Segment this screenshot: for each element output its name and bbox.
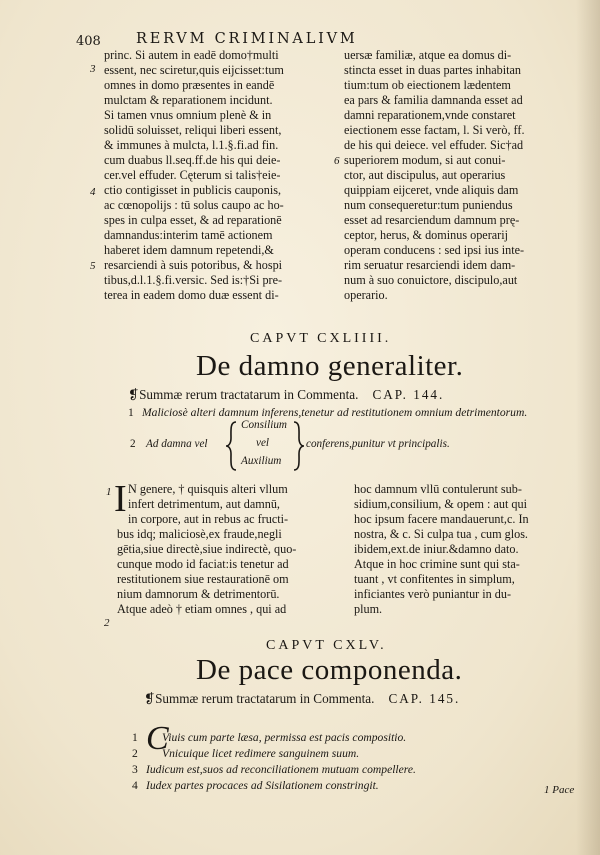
text-line: Atque in hoc crimine sunt qui sta-	[354, 557, 520, 571]
entry-number: 1	[132, 731, 138, 744]
brace-item: Auxilium	[241, 455, 282, 467]
chapter-label: CAPVT CXLIIII.	[250, 331, 392, 346]
summary-entry	[132, 779, 379, 792]
text-line: stincta esset in duas partes inhabitan	[344, 63, 522, 77]
entry-text: Maliciosè alteri damnum inferens,tenetur ad restitutionem omnium detrimentorum.	[142, 406, 528, 419]
entry-number: 4	[132, 779, 138, 792]
text-line: eiectionem esse factam, l. Si verò, ff.	[344, 123, 525, 137]
text-line: ctio contigisset in publicis cauponis,	[104, 183, 282, 197]
page-number: 408	[76, 34, 101, 49]
text-line: ibidem,ext.de iniur.&damno dato.	[354, 542, 519, 556]
text-column-right-mid	[354, 482, 576, 617]
summary-heading	[128, 387, 444, 403]
pilcrow-icon: ❡	[144, 691, 156, 706]
text-line: essent, nec sciretur,quis eijcisset:tum	[104, 63, 284, 77]
entry-number: 2	[132, 747, 138, 760]
text-line: nostra, & c. Si culpa tua , cum glos.	[354, 527, 528, 541]
text-line: hoc ipsum facere mandauerunt,c. In	[354, 512, 529, 526]
summary-cap-number: CAP. 144.	[372, 387, 445, 402]
text-line: solidū soluisset, reliqui liberi essent,	[104, 123, 282, 137]
text-line: superiorem modum, si aut conui-	[344, 153, 506, 167]
margin-number: 6	[334, 155, 340, 167]
drop-capital: I	[114, 478, 127, 520]
text-column-left-mid-cont	[117, 527, 341, 617]
text-line: nium damnorum & detrimentorū.	[117, 587, 280, 601]
text-line: tium:tum ob eiectionem lædentem	[344, 78, 511, 92]
text-line: hoc damnum vllū contulerunt sub-	[354, 482, 522, 496]
text-line: & immunes à mulcta, l.1.§.fi.ad fin.	[104, 138, 279, 152]
text-line: ea pars & familia damnanda esset ad	[344, 93, 523, 107]
text-line: gētia,siue directè,siue indirectè, quo-	[117, 542, 297, 556]
summary-cap-number: CAP. 145.	[388, 691, 461, 706]
text-line: uersæ familiæ, atque ea domus di-	[344, 48, 512, 62]
text-line: haberet idem damnum repetendi,&	[104, 243, 274, 257]
chapter-label: CAPVT CXLV.	[266, 638, 387, 653]
margin-number: 2	[104, 617, 110, 629]
text-line: tibus,d.l.1.§.fi.versic. Sed is:†Si pre-	[104, 273, 283, 287]
text-line: spes in culpa esset, & ad reparationē	[104, 213, 282, 227]
text-column-left-top	[104, 48, 336, 303]
running-title: RERVM CRIMINALIVM	[136, 31, 358, 47]
entry-text: Iudex partes procaces ad Sisilationem constringit.	[146, 779, 379, 792]
text-line: mulctam & reparationem incidunt.	[104, 93, 273, 107]
text-line: N genere, † quisquis alteri vllum	[128, 482, 288, 496]
summary-entry	[132, 731, 406, 744]
catchword: 1 Pace	[544, 784, 575, 796]
entry-text: Viuis cum parte læsa, permissa est pacis compositio.	[162, 731, 407, 744]
text-line: damni reparationem,vnde constaret	[344, 108, 516, 122]
entry-number: 2	[130, 438, 136, 450]
entry-text: Iudicum est,suos ad reconciliationem mutuam compellere.	[146, 763, 416, 776]
brace-item: vel	[256, 437, 270, 449]
text-line: tuant , vt confitentes in simplum,	[354, 572, 515, 586]
text-line: sidium,consilium, & opem : aut qui	[354, 497, 527, 511]
margin-number: 5	[90, 260, 96, 272]
entry-text-left: Ad damna vel	[146, 438, 208, 450]
entry-text-right: conferens,punitur vt principalis.	[306, 438, 450, 450]
summary-entry	[132, 763, 416, 776]
chapter-title: De damno generaliter.	[196, 350, 464, 382]
page-edge-shadow	[576, 0, 600, 855]
text-line: rim seruatur resarciendi idem dam-	[344, 258, 516, 272]
text-line: Atque adeò † etiam omnes , qui ad	[117, 602, 287, 616]
text-line: omnes in domo præsentes in eandē	[104, 78, 275, 92]
text-line: de his qui deiece. vel effuder. Sic†ad	[344, 138, 524, 152]
chapter-title: De pace componenda.	[196, 654, 463, 686]
summary-text: Summæ rerum tractatarum in Commenta.	[155, 691, 375, 706]
text-line: resarciendi à suis potoribus, & hospi	[104, 258, 283, 272]
text-line: ctor, aut discipulus, aut operarius	[344, 168, 506, 182]
text-line: cer.vel effuder. Cęterum si talis†eie-	[104, 168, 281, 182]
text-line: cunque modo id faciat:is tenetur ad	[117, 557, 289, 571]
text-line: damnandus:interim tamē actionem	[104, 228, 273, 242]
text-line: ceptor, herus, & dominus operarij	[344, 228, 509, 242]
pilcrow-icon: ❡	[128, 387, 140, 402]
entry-number: 1	[128, 406, 134, 419]
text-line: num à suo conuictore, discipulo,aut	[344, 273, 518, 287]
entry-number: 3	[132, 763, 138, 776]
margin-number: 3	[90, 63, 96, 75]
text-line: quippiam eijceret, vnde aliquis dam	[344, 183, 519, 197]
drop-capital: C	[146, 720, 169, 757]
text-line: terea in eadem domo duæ essent di-	[104, 288, 279, 302]
text-line: inficiantes verò puniantur in du-	[354, 587, 512, 601]
text-column-left-mid	[128, 482, 340, 527]
right-brace-icon	[292, 420, 306, 472]
text-line: cum duabus ll.seq.ff.de his qui deie-	[104, 153, 281, 167]
left-brace-icon	[224, 420, 238, 472]
text-line: in corpore, aut in rebus ac fructi-	[128, 512, 289, 526]
brace-entry	[120, 418, 480, 472]
margin-number: 1	[106, 486, 112, 498]
text-line: operam conducens : sed ipsi ius inte-	[344, 243, 525, 257]
text-line: esset ad resarciendum damnum prę-	[344, 213, 520, 227]
summary-entry	[132, 747, 359, 760]
text-line: ac cœnopolijs : tū solus caupo ac ho-	[104, 198, 284, 212]
summary-heading	[144, 691, 460, 707]
margin-number: 4	[90, 186, 96, 198]
text-line: plum.	[354, 602, 383, 616]
text-line: operario.	[344, 288, 388, 302]
text-line: bus idq; maliciosè,ex fraude,negli	[117, 527, 282, 541]
text-line: infert detrimentum, aut damnū,	[128, 497, 280, 511]
text-line: Si tamen vnus omnium plenè & in	[104, 108, 272, 122]
text-column-right-top	[344, 48, 574, 303]
text-line: num consequeretur:tum puniendus	[344, 198, 513, 212]
brace-item: Consilium	[241, 419, 288, 431]
text-line: restitutionem siue restaurationē om	[117, 572, 289, 586]
entry-text: Vnicuique licet redimere sanguinem suum.	[162, 747, 360, 760]
text-line: princ. Si autem in eadē domo†multi	[104, 48, 279, 62]
summary-text: Summæ rerum tractatarum in Commenta.	[139, 387, 359, 402]
